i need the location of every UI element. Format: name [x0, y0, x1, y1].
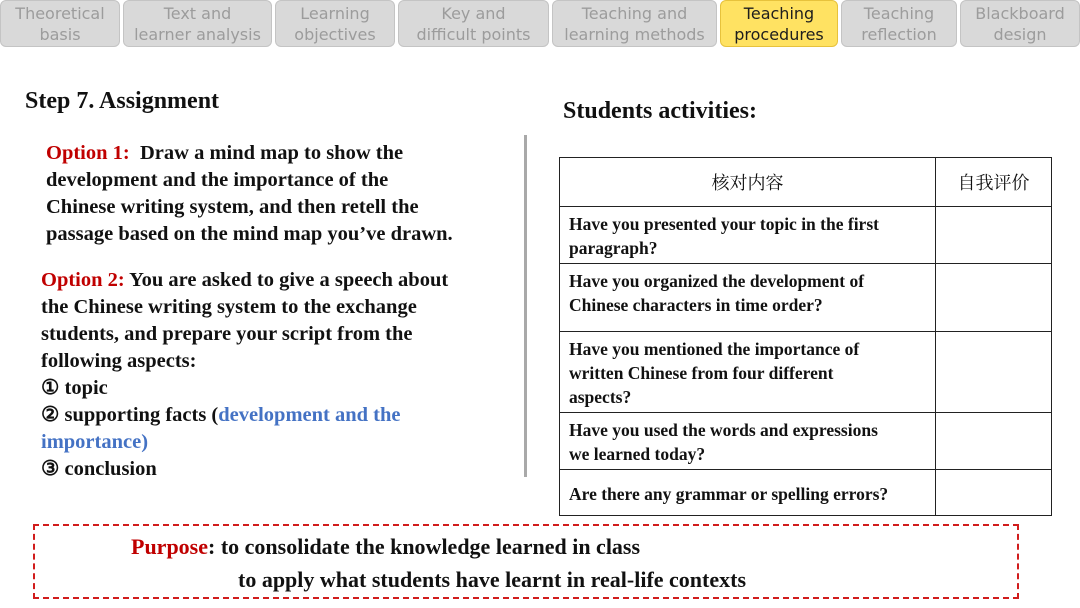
tab-label-line1: Blackboard [975, 3, 1065, 23]
tab-label-line1: Teaching [743, 3, 815, 23]
self-evaluation-cell[interactable] [936, 470, 1052, 516]
tab-teaching-procedures[interactable] [720, 0, 838, 47]
tab-label-line1: Text and [163, 3, 232, 23]
option-1-label: Option 1: [46, 142, 130, 164]
option-1-text: Chinese writing system, and then retell the [46, 196, 419, 218]
question-cell [560, 207, 936, 264]
option-1-text: passage based on the mind map you’ve drawn. [46, 223, 453, 245]
aspect-supporting-facts [41, 402, 511, 429]
question-text: paragraph? [569, 238, 658, 258]
question-text: Have you mentioned the importance of [569, 339, 860, 359]
option-1-text: development and the importance of the [46, 169, 389, 191]
tab-key-difficult-points[interactable] [398, 0, 549, 47]
tab-teaching-reflection[interactable] [841, 0, 957, 47]
purpose-label: Purpose [131, 534, 208, 559]
aspect-supporting-facts-label: ② supporting facts ( [41, 404, 219, 426]
self-evaluation-cell[interactable] [936, 207, 1052, 264]
question-cell [560, 470, 936, 516]
self-check-table [559, 157, 1052, 516]
tab-label-line2: design [993, 24, 1047, 44]
question-text: Have you used the words and expressions [569, 420, 878, 440]
tab-label-line2: difficult points [416, 24, 531, 44]
tab-teaching-learning-methods[interactable] [552, 0, 717, 47]
self-evaluation-cell[interactable] [936, 264, 1052, 332]
option-2-label: Option 2: [41, 269, 125, 291]
question-cell [560, 413, 936, 470]
question-text: aspects? [569, 387, 632, 407]
tab-label-line2: reflection [861, 24, 937, 44]
tab-label-line2: objectives [294, 24, 376, 44]
section-tabs [0, 0, 1080, 48]
option-2-text: students, and prepare your script from the [41, 323, 413, 345]
option-2-line [41, 267, 511, 294]
table-row [560, 264, 1052, 332]
tab-label-line1: Theoretical [15, 3, 105, 23]
option-1-text: Draw a mind map to show the [139, 142, 404, 164]
option-1 [46, 140, 516, 248]
question-text: we learned today? [569, 444, 706, 464]
question-text: Chinese characters in time order? [569, 295, 823, 315]
table-row [560, 470, 1052, 516]
tab-theoretical-basis[interactable] [0, 0, 120, 47]
option-1-line [46, 140, 516, 167]
table-row [560, 207, 1052, 264]
option-2-text: the Chinese writing system to the exchange [41, 296, 417, 318]
question-text: Have you presented your topic in the first [569, 214, 879, 234]
tab-label-line1: Teaching [863, 3, 935, 23]
table-header-row [560, 158, 1052, 207]
option-2-text: You are asked to give a speech about [124, 269, 449, 291]
step-title: Step 7. Assignment [25, 88, 220, 114]
header-self-evaluation: 自我评价 [936, 158, 1052, 207]
aspect-highlight: importance) [41, 431, 149, 453]
aspect-highlight: development and the [218, 404, 401, 426]
aspect-topic: ① topic [41, 377, 108, 399]
purpose-line-1 [131, 530, 640, 563]
purpose-text: : to consolidate the knowledge learned in class [208, 534, 641, 559]
aspect-conclusion: ③ conclusion [41, 458, 157, 480]
tab-label-line2: learner analysis [134, 24, 261, 44]
tab-text-learner-analysis[interactable] [123, 0, 272, 47]
table-row [560, 413, 1052, 470]
self-evaluation-cell[interactable] [936, 413, 1052, 470]
question-text: Have you organized the development of [569, 271, 865, 291]
tab-blackboard-design[interactable] [960, 0, 1080, 47]
table-row [560, 332, 1052, 413]
purpose-line-2: to apply what students have learnt in real-life contexts [238, 567, 747, 592]
option-2 [41, 267, 511, 483]
question-cell [560, 332, 936, 413]
tab-label-line2: basis [39, 24, 81, 44]
header-check-content: 核对内容 [560, 158, 936, 207]
tab-label-line2: learning methods [564, 24, 705, 44]
tab-label-line2: procedures [734, 24, 824, 44]
tab-label-line1: Teaching and [581, 3, 688, 23]
tab-label-line1: Key and [441, 3, 506, 23]
column-divider [524, 135, 527, 477]
tab-label-line1: Learning [300, 3, 370, 23]
tab-learning-objectives[interactable] [275, 0, 395, 47]
option-2-text: following aspects: [41, 350, 197, 372]
question-text: Are there any grammar or spelling errors? [569, 483, 889, 504]
question-text: written Chinese from four different [569, 363, 834, 383]
self-evaluation-cell[interactable] [936, 332, 1052, 413]
activities-title: Students activities: [563, 98, 757, 124]
question-cell [560, 264, 936, 332]
purpose-box [33, 524, 1019, 599]
